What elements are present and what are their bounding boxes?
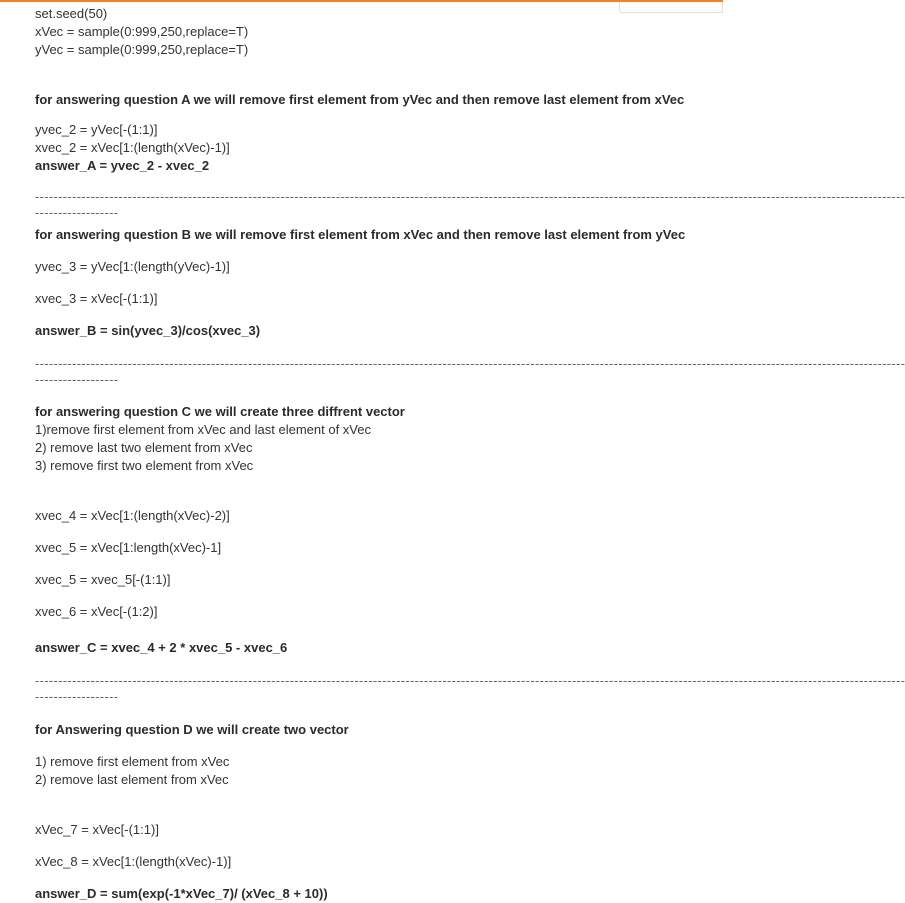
section-a-line2: xvec_2 = xVec[1:(length(xVec)-1)] — [35, 140, 230, 155]
separator-long: -------------------------------------------------------------------------------------------------------------------------------------------------------------------------------------------- — [35, 356, 905, 371]
section-c-step2: 2) remove last two element from xVec — [35, 440, 253, 455]
section-d-answer: answer_D = sum(exp(-1*xVec_7)/ (xVec_8 + 10)) — [35, 886, 328, 901]
section-b-answer: answer_B = sin(yvec_3)/cos(xvec_3) — [35, 323, 261, 338]
separator-short: ------------------ — [35, 689, 119, 704]
section-c-step1: 1)remove first element from xVec and last element of xVec — [35, 422, 371, 437]
section-a-heading: for answering question A we will remove first element from yVec and then remove last element from xVec — [35, 92, 685, 107]
section-c-step3: 3) remove first two element from xVec — [35, 458, 254, 473]
section-c-line4: xvec_6 = xVec[-(1:2)] — [35, 604, 158, 619]
section-b-line1: yvec_3 = yVec[1:(length(yVec)-1)] — [35, 259, 230, 274]
section-c-answer: answer_C = xvec_4 + 2 * xvec_5 - xvec_6 — [35, 640, 288, 655]
section-c-line2: xvec_5 = xVec[1:length(xVec)-1] — [35, 540, 222, 555]
section-b-heading: for answering question B we will remove first element from xVec and then remove last element from yVec — [35, 227, 686, 242]
code-xvec: xVec = sample(0:999,250,replace=T) — [35, 24, 249, 39]
top-accent-bar — [0, 0, 723, 2]
separator-long: -------------------------------------------------------------------------------------------------------------------------------------------------------------------------------------------- — [35, 189, 905, 204]
section-c-heading: for answering question C we will create three diffrent vector — [35, 404, 405, 419]
section-c-line1: xvec_4 = xVec[1:(length(xVec)-2)] — [35, 508, 230, 523]
section-d-line2: xVec_8 = xVec[1:(length(xVec)-1)] — [35, 854, 232, 869]
section-b-line2: xvec_3 = xVec[-(1:1)] — [35, 291, 158, 306]
section-d-line1: xVec_7 = xVec[-(1:1)] — [35, 822, 159, 837]
answer-content — [35, 5, 905, 903]
separator-long: -------------------------------------------------------------------------------------------------------------------------------------------------------------------------------------------- — [35, 673, 905, 688]
section-c-line3: xvec_5 = xvec_5[-(1:1)] — [35, 572, 171, 587]
section-d-step1: 1) remove first element from xVec — [35, 754, 230, 769]
code-yvec: yVec = sample(0:999,250,replace=T) — [35, 42, 249, 57]
code-seed: set.seed(50) — [35, 6, 108, 21]
section-d-heading: for Answering question D we will create two vector — [35, 722, 349, 737]
section-d-step2: 2) remove last element from xVec — [35, 772, 229, 787]
separator-short: ------------------ — [35, 205, 119, 220]
section-a-line1: yvec_2 = yVec[-(1:1)] — [35, 122, 158, 137]
section-a-answer: answer_A = yvec_2 - xvec_2 — [35, 158, 210, 173]
separator-short: ------------------ — [35, 372, 119, 387]
